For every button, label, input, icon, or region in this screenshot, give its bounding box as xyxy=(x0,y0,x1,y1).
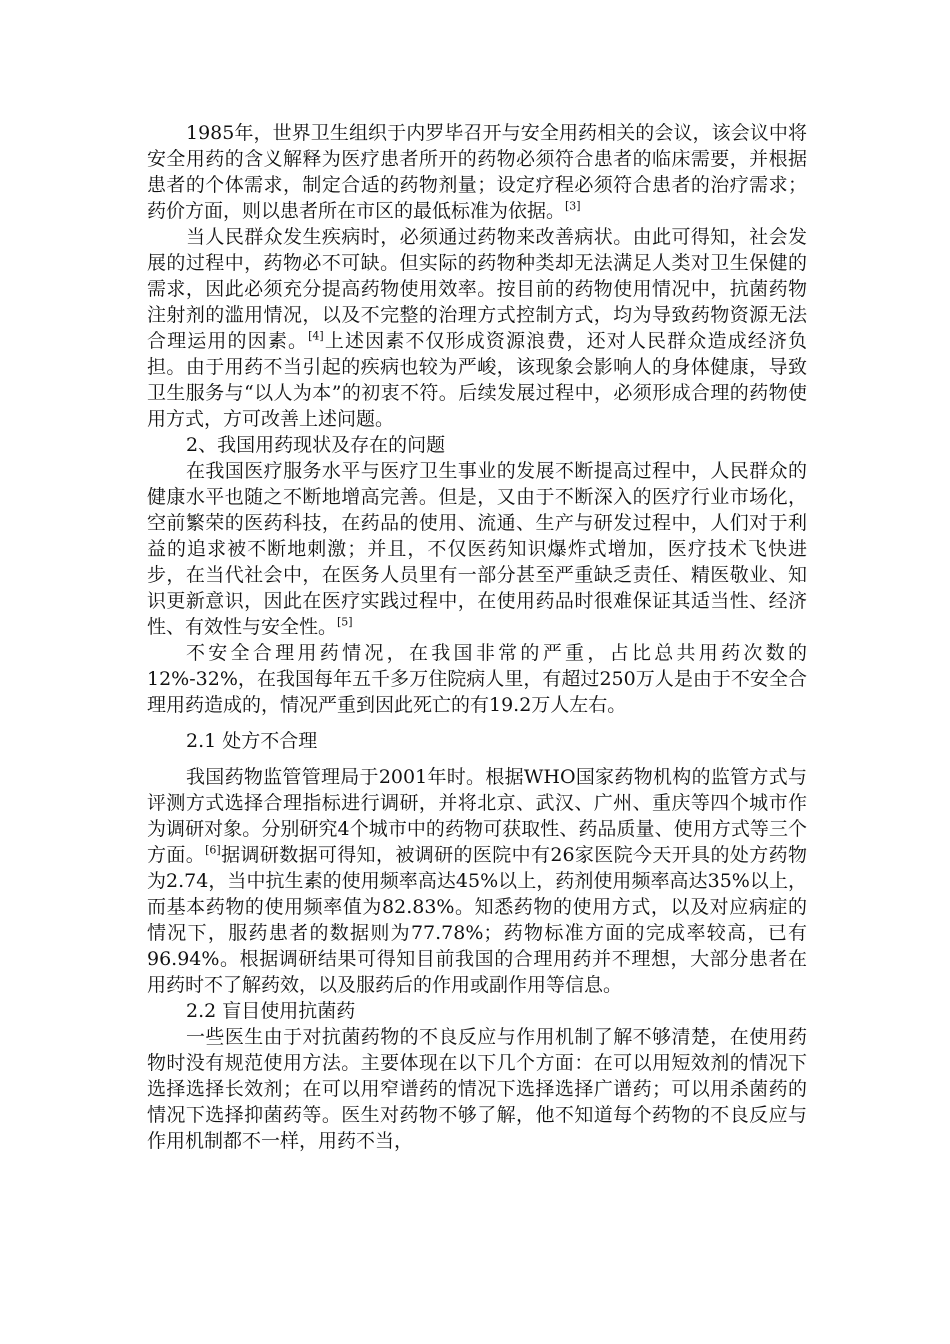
citation-3: [3] xyxy=(565,199,581,213)
paragraph-text: 一些医生由于对抗菌药物的不良反应与作用机制了解不够清楚，在使用药物时没有规范使用方法。主要体现在以下几个方面：在可以用短效剂的情况下选择选择长效剂；在可以用窄谱药的情况下选择选择广谱药；可以用杀菌药的情况下选择抑菌药等。医生对药物不够了解，他不知道每个药物的不良反应与作用机制都不一样，用药不当， xyxy=(147,1026,807,1152)
paragraph-safe-drug-definition xyxy=(147,120,807,224)
paragraph-text: 据调研数据可得知，被调研的医院中有26家医院今天开具的处方药物为2.74，当中抗生素的使用频率高达45%以上，药剂使用频率高达35%以上，而基本药物的使用频率值为82.83%。知悉药物的使用方式，以及对应病症的情况下，服药患者的数据则为77.78%；药物标准方面的完成率较高，已有96.94%。根据调研结果可得知目前我国的合理用药并不理想，大部分患者在用药时不了解药效，以及服药后的作用或副作用等信息。 xyxy=(147,844,807,996)
paragraph-unsafe-usage xyxy=(147,640,807,718)
paragraph-text: 我国药物监管管理局于2001年时。根据WHO国家药物机构的监管方式与评测方式选择合理指标进行调研，并将北京、武汉、广州、重庆等四个城市作为调研对象。分别研究4个城市中的药物可获取性、药品质量、使用方式等三个方面。 xyxy=(147,766,807,866)
paragraph-medical-service xyxy=(147,458,807,640)
paragraph-drug-necessity xyxy=(147,224,807,432)
paragraph-text: 不安全合理用药情况，在我国非常的严重，占比总共用药次数的12%-32%，在我国每年五千多万住院病人里，有超过250万人是由于不安全合理用药造成的，情况严重到因此死亡的有19.2万人左右。 xyxy=(147,642,807,716)
paragraph-antibiotic-misuse xyxy=(147,1024,807,1154)
citation-4: [4] xyxy=(308,329,324,343)
paragraph-text: 上述因素不仅形成资源浪费，还对人民群众造成经济负担。由于用药不当引起的疾病也较为严峻，该现象会影响人的身体健康，导致卫生服务与“以人为本”的初衷不符。后续发展过程中，必须形成合理的药物使用方式，方可改善上述问题。 xyxy=(147,330,807,430)
section-heading-2-2: 2.2 盲目使用抗菌药 xyxy=(186,1000,356,1022)
paragraph-prescription-survey xyxy=(147,764,807,998)
paragraph-text: 在我国医疗服务水平与医疗卫生事业的发展不断提高过程中，人民群众的健康水平也随之不断地增高完善。但是，又由于不断深入的医疗行业市场化，空前繁荣的医药科技，在药品的使用、流通、生产与研发过程中，人们对于利益的追求被不断地刺激；并且，不仅医药知识爆炸式增加，医疗技术飞快进步，在当代社会中，在医务人员里有一部分甚至严重缺乏责任、精医敬业、知识更新意识，因此在医疗实践过程中，在使用药品时很难保证其适当性、经济性、有效性与安全性。 xyxy=(147,460,807,638)
paragraph-text: 1985年，世界卫生组织于内罗毕召开与安全用药相关的会议，该会议中将安全用药的含义解释为医疗患者所开的药物必须符合患者的临床需要，并根据患者的个体需求，制定合适的药物剂量；设定疗程必须符合患者的治疗需求；药价方面，则以患者所在市区的最低标准为依据。 xyxy=(147,122,807,222)
paragraph-text: 当人民群众发生疾病时，必须通过药物来改善病状。由此可得知，社会发展的过程中，药物必不可缺。但实际的药物种类却无法满足人类对卫生保健的需求，因此必须充分提高药物使用效率。按目前的药物使用情况中，抗菌药物注射剂的滥用情况，以及不完整的治理方式控制方式，均为导致药物资源无法合理运用的因素。 xyxy=(147,226,807,352)
document-page xyxy=(147,120,807,1154)
citation-5: [5] xyxy=(337,615,353,629)
section-heading-2-1: 2.1 处方不合理 xyxy=(186,730,318,752)
citation-6: [6] xyxy=(205,843,221,857)
section-heading-2: 2、我国用药现状及存在的问题 xyxy=(186,434,446,456)
